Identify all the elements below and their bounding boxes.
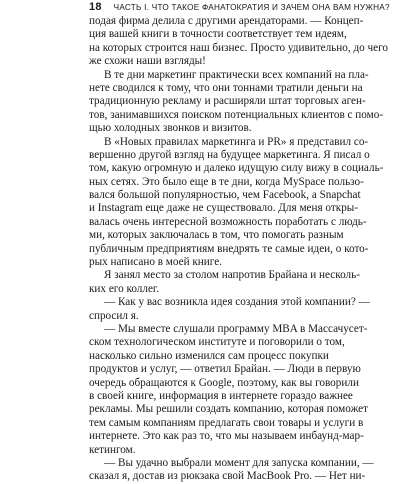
text-line: сказал я, достав из рюкзака свой MacBook Pro. — Нет ни- — [89, 470, 366, 483]
dialogue-line: — Мы вместе слушали программу MBA в Массачусет- — [104, 322, 368, 335]
text-line: ких его коллег. — [89, 282, 160, 295]
text-line: ском технологическом институте и поговорили о том, — [89, 336, 345, 349]
text-line: тов, занимавшихся поиском потенциальных клиентов с помо- — [89, 108, 384, 121]
text-line: нете сводился к тому, что они тоннами тратили деньги на — [89, 81, 363, 94]
text-line: в своей книге, информация в интернете гораздо важнее — [89, 389, 353, 402]
text-line: валась очень интересной возможность поработать с людь- — [89, 215, 367, 228]
section-title: ЧАСТЬ I. ЧТО ТАКОЕ ФАНАТОКРАТИЯ И ЗАЧЕМ ОНА ВАМ НУЖНА? — [113, 2, 390, 12]
text-line: очередь обращаются к Google, поэтому, как вы говорили — [89, 376, 359, 389]
dialogue-line: — Как у вас возникла идея создания этой компании? — — [104, 296, 370, 309]
text-line: продуктов и услуг, — ответил Брайан. — Люди в первую — [89, 363, 361, 376]
paragraph-first-line: В «Новых правилах маркетинга и PR» я представил со- — [104, 135, 369, 148]
text-line: спросил я. — [89, 309, 139, 322]
text-line: том, какую огромную и далеко идущую силу вижу в социаль- — [89, 162, 384, 175]
text-line: вершенно другой взгляд на будущее маркетинга. Я писал о — [89, 148, 370, 161]
text-line: щью холодных звонков и визитов. — [89, 122, 252, 135]
text-line: тем самым компаниям предлагать свои товары и услуги в — [89, 416, 364, 429]
text-line: ция вашей книги в точности соответствует тем идеям, — [89, 28, 347, 41]
text-line: традиционную рекламу и расширяли штат торговых аген- — [89, 95, 366, 108]
text-line: вался большой популярностью, чем Facebook, а Snapchat — [89, 189, 361, 202]
paragraph-first-line: Я занял место за столом напротив Брайана и несколь- — [104, 269, 360, 282]
text-line: кетингом. — [89, 443, 136, 456]
text-line: подая фирма делила с другими арендаторами. — Концеп- — [89, 15, 364, 27]
text-line: на которых строится наш бизнес. Просто удивительно, до чего — [89, 41, 389, 54]
text-line: и Instagram еще даже не существовало. Для меня откры- — [89, 202, 359, 215]
text-line: публичным предприятиям внедрять те самые идеи, о кото- — [89, 242, 369, 255]
text-line: ных сетях. Это было еще в те дни, когда MySpace пользо- — [89, 175, 364, 188]
text-line: ми, которых заключалась в том, что помогать разным — [89, 229, 344, 242]
text-line: рых написано в моей книге. — [89, 256, 222, 269]
paragraph-first-line: В те дни маркетинг практически всех компаний на пла- — [104, 68, 369, 81]
text-line: насколько сильно изменился сам процесс покупки — [89, 349, 329, 362]
page-number: 18 — [89, 1, 102, 13]
body-text — [89, 15, 389, 484]
running-head — [89, 0, 389, 14]
text-line: интернете. Это как раз то, что мы называем инбаунд-мар- — [89, 430, 364, 443]
dialogue-line: — Вы удачно выбрали момент для запуска компании, — — [104, 456, 374, 469]
text-line: рекламы. Мы решили создать компанию, которая поможет — [89, 403, 369, 416]
text-line: же схожи наши взгляды! — [89, 55, 206, 68]
